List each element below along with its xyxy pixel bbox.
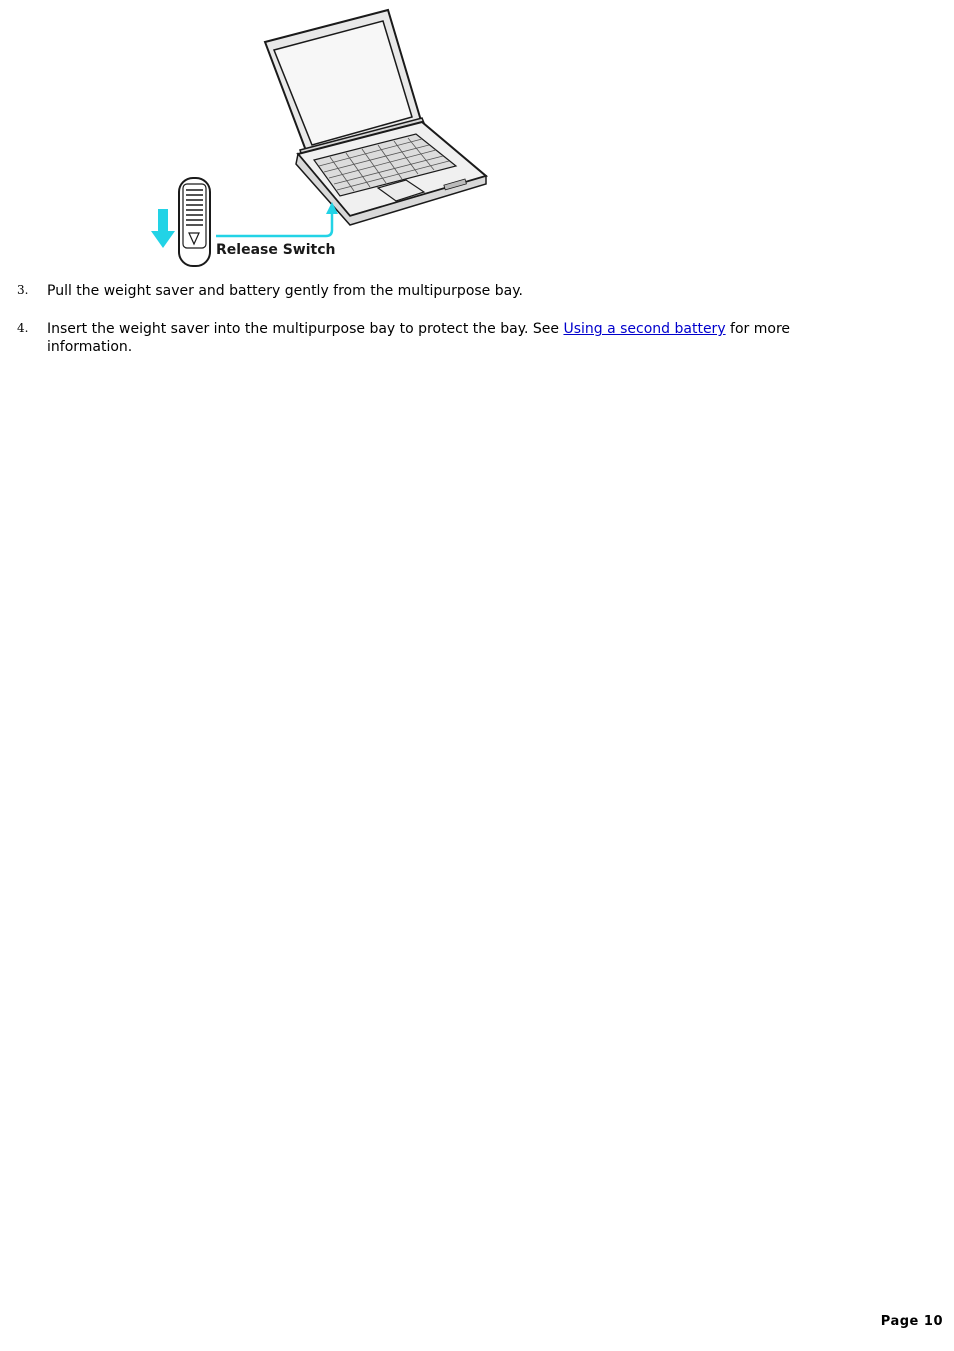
step-text bbox=[47, 320, 877, 356]
release-switch-label: Release Switch bbox=[216, 242, 336, 258]
step-number: 4. bbox=[17, 321, 29, 335]
step-number: 3. bbox=[17, 283, 29, 297]
release-switch-illustration bbox=[140, 4, 500, 270]
page-number: Page 10 bbox=[880, 1314, 943, 1329]
step-4-text-after: for more information. bbox=[47, 321, 791, 355]
laptop-illustration bbox=[140, 4, 500, 270]
step-3-text: Pull the weight saver and battery gently from the multipurpose bay. bbox=[47, 283, 523, 299]
using-second-battery-link[interactable]: Using a second battery bbox=[563, 321, 726, 337]
down-arrow-icon bbox=[151, 209, 175, 248]
step-text bbox=[47, 282, 877, 300]
step-4-text-before: Insert the weight saver into the multipurpose bay to protect the bay. See bbox=[47, 321, 564, 337]
connector-arrow bbox=[216, 212, 332, 236]
